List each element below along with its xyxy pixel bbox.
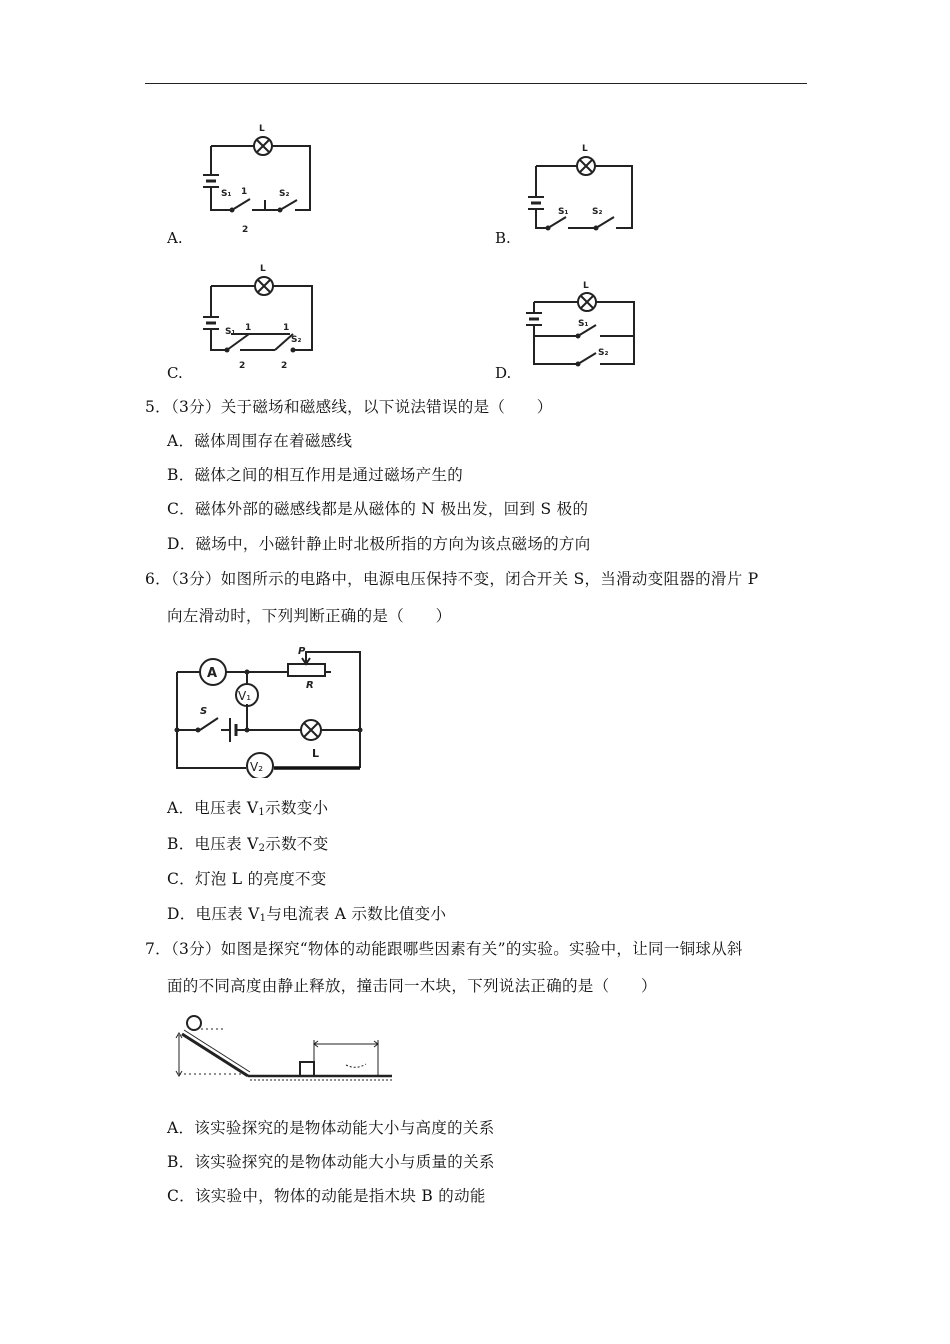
circuit-figure-a	[195, 122, 325, 237]
question-5-option-d: D．磁场中，小磁针静止时北极所指的方向为该点磁场的方向	[167, 535, 591, 553]
circuit-figure-d	[520, 280, 640, 370]
question-6-option-d	[167, 902, 446, 924]
question-6-circuit-figure	[170, 638, 370, 778]
contact-2-label: 2	[242, 225, 249, 235]
question-6-option-a	[167, 796, 328, 818]
circuit-figure-b	[520, 142, 640, 237]
subscript: 1	[259, 913, 267, 924]
switch-s2-label: S₂	[592, 207, 603, 217]
question-7-option-c: C．该实验中，物体的动能是指木块 B 的动能	[167, 1187, 486, 1205]
option-text: A．电压表 V	[167, 799, 259, 817]
lamp-label: L	[582, 144, 588, 154]
option-text: B．电压表 V	[167, 835, 259, 853]
question-6-stem-line-2: 向左滑动时，下列判断正确的是（ ）	[167, 607, 452, 625]
contact-2-label: 2	[239, 361, 246, 371]
header-rule	[145, 83, 807, 84]
voltmeter-v2-label: V₂	[250, 760, 264, 774]
switch-s1-label: S₁	[225, 327, 236, 337]
option-c-label: C.	[167, 364, 183, 382]
option-text: 与电流表 A 示数比值变小	[266, 905, 447, 923]
option-d-label: D.	[495, 364, 512, 382]
ammeter-label: A	[207, 666, 218, 681]
switch-s-label: S	[200, 706, 208, 717]
switch-s2-label: S₂	[291, 335, 302, 345]
question-7-stem-line-2: 面的不同高度由静止释放，撞击同一木块，下列说法正确的是（ ）	[167, 977, 657, 995]
switch-s1-label: S₁	[558, 207, 569, 217]
option-a-label: A.	[167, 229, 183, 247]
question-7-incline-figure	[170, 1010, 395, 1082]
contact-1-label: 1	[245, 323, 252, 333]
lamp-label: L	[583, 281, 589, 291]
rheostat-r-label: R	[306, 680, 314, 691]
option-text: 示数不变	[265, 835, 329, 853]
question-7-option-a: A．该实验探究的是物体动能大小与高度的关系	[167, 1119, 495, 1137]
question-5-option-a: A．磁体周围存在着磁感线	[167, 432, 353, 450]
switch-s1-label: S₁	[578, 319, 589, 329]
question-7-option-b: B．该实验探究的是物体动能大小与质量的关系	[167, 1153, 495, 1171]
question-6-option-c: C．灯泡 L 的亮度不变	[167, 870, 327, 888]
question-5-option-b: B．磁体之间的相互作用是通过磁场产生的	[167, 466, 464, 484]
question-6-stem-line-1: 6．（3分）如图所示的电路中，电源电压保持不变，闭合开关 S，当滑动变阻器的滑片 P	[145, 570, 759, 588]
subscript: 2	[258, 843, 266, 854]
switch-s1-label: S₁	[221, 189, 232, 199]
contact-1-label: 1	[241, 187, 248, 197]
contact-1-label: 1	[283, 323, 290, 333]
question-5-stem: 5．（3分）关于磁场和磁感线，以下说法错误的是（ ）	[145, 398, 553, 416]
circuit-figure-c	[195, 262, 325, 374]
option-text: D．电压表 V	[167, 905, 260, 923]
slider-p-label: P	[298, 646, 306, 657]
subscript: 1	[258, 807, 266, 818]
contact-2-label: 2	[281, 361, 288, 371]
option-text: 示数变小	[265, 799, 329, 817]
lamp-label: L	[260, 264, 266, 274]
option-b-label: B.	[495, 229, 511, 247]
switch-s2-label: S₂	[598, 348, 609, 358]
question-5-option-c: C．磁体外部的磁感线都是从磁体的 N 极出发，回到 S 极的	[167, 500, 589, 518]
voltmeter-v1-label: V₁	[238, 689, 252, 703]
lamp-l-label: L	[312, 747, 320, 760]
question-6-option-b	[167, 832, 329, 854]
lamp-label: L	[259, 124, 265, 134]
question-7-stem-line-1: 7．（3分）如图是探究“物体的动能跟哪些因素有关”的实验。实验中，让同一铜球从斜	[145, 940, 743, 958]
switch-s2-label: S₂	[279, 189, 290, 199]
